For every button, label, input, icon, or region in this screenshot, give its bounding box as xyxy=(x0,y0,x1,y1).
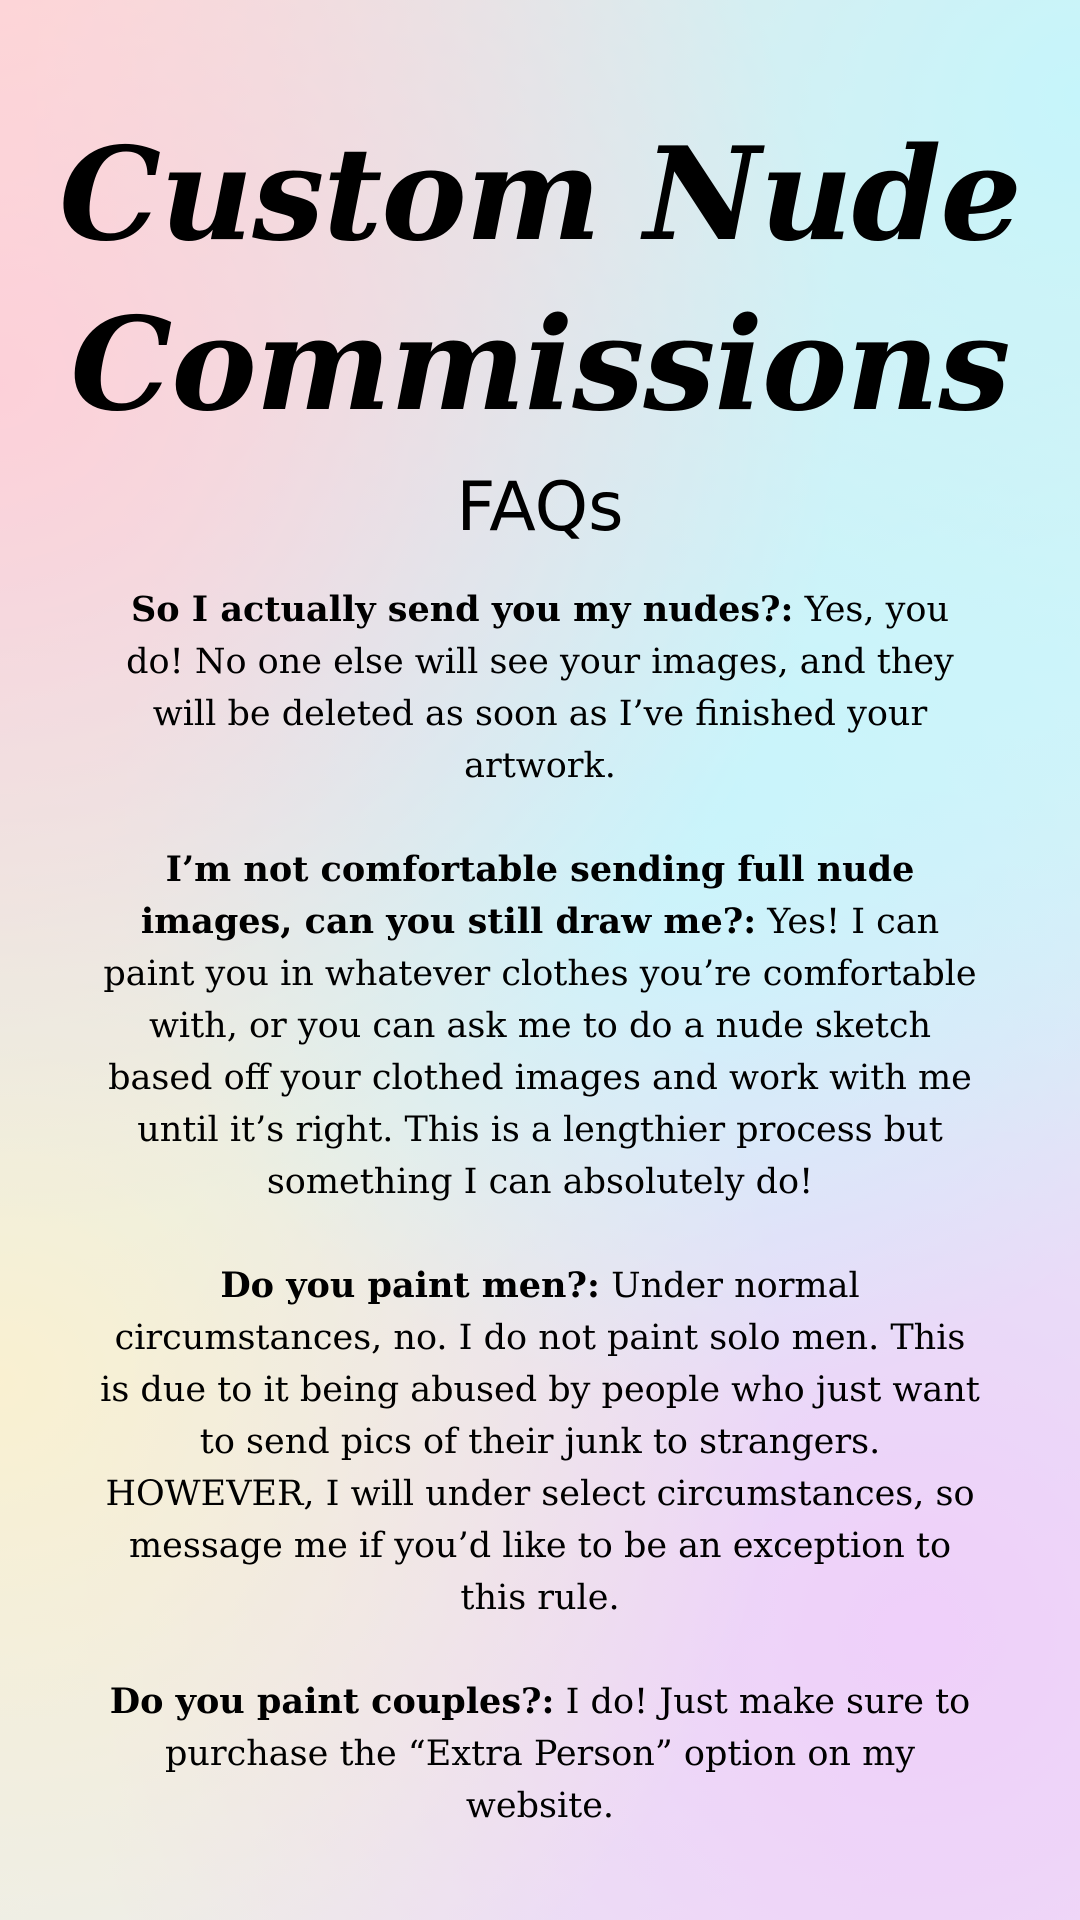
faq-item-not-comfortable xyxy=(100,844,980,1208)
faq-item-paint-men xyxy=(100,1260,980,1624)
faq-answer: Under normal circumstances, no. I do not paint solo men. This is due to it being abused by people who just want to send pics of their junk to strangers. HOWEVER, I will under select circumstances, so message me if you’d like to be an exception to this rule. xyxy=(100,1266,980,1618)
faq-question: Do you paint men?: xyxy=(220,1265,600,1306)
page-title-line-2: Commissions xyxy=(70,290,1010,440)
faq-question: Do you paint couples?: xyxy=(109,1681,555,1722)
faq-item-paint-couples xyxy=(100,1676,980,1832)
faq-answer: Yes! I can paint you in whatever clothes you’re comfortable with, or you can ask me to do a nude sketch based off your clothed images and work with me until it’s right. This is a lengthier process but something I can absolutely do! xyxy=(103,902,977,1202)
faq-question: I’m not comfortable sending full nude images, can you still draw me?: xyxy=(140,849,915,942)
page-title-line-1: Custom Nude xyxy=(59,120,1021,270)
faq-item-send-nudes xyxy=(100,584,980,792)
faq-answer: I do! Just make sure to purchase the “Extra Person” option on my website. xyxy=(164,1682,971,1826)
faq-list xyxy=(100,584,980,1884)
faqs-heading: FAQs xyxy=(456,468,624,547)
page-title xyxy=(0,110,1080,450)
faq-answer: Yes, you do! No one else will see your images, and they will be deleted as soon as I’ve finished your artwork. xyxy=(126,590,954,786)
faq-question: So I actually send you my nudes?: xyxy=(131,589,794,630)
